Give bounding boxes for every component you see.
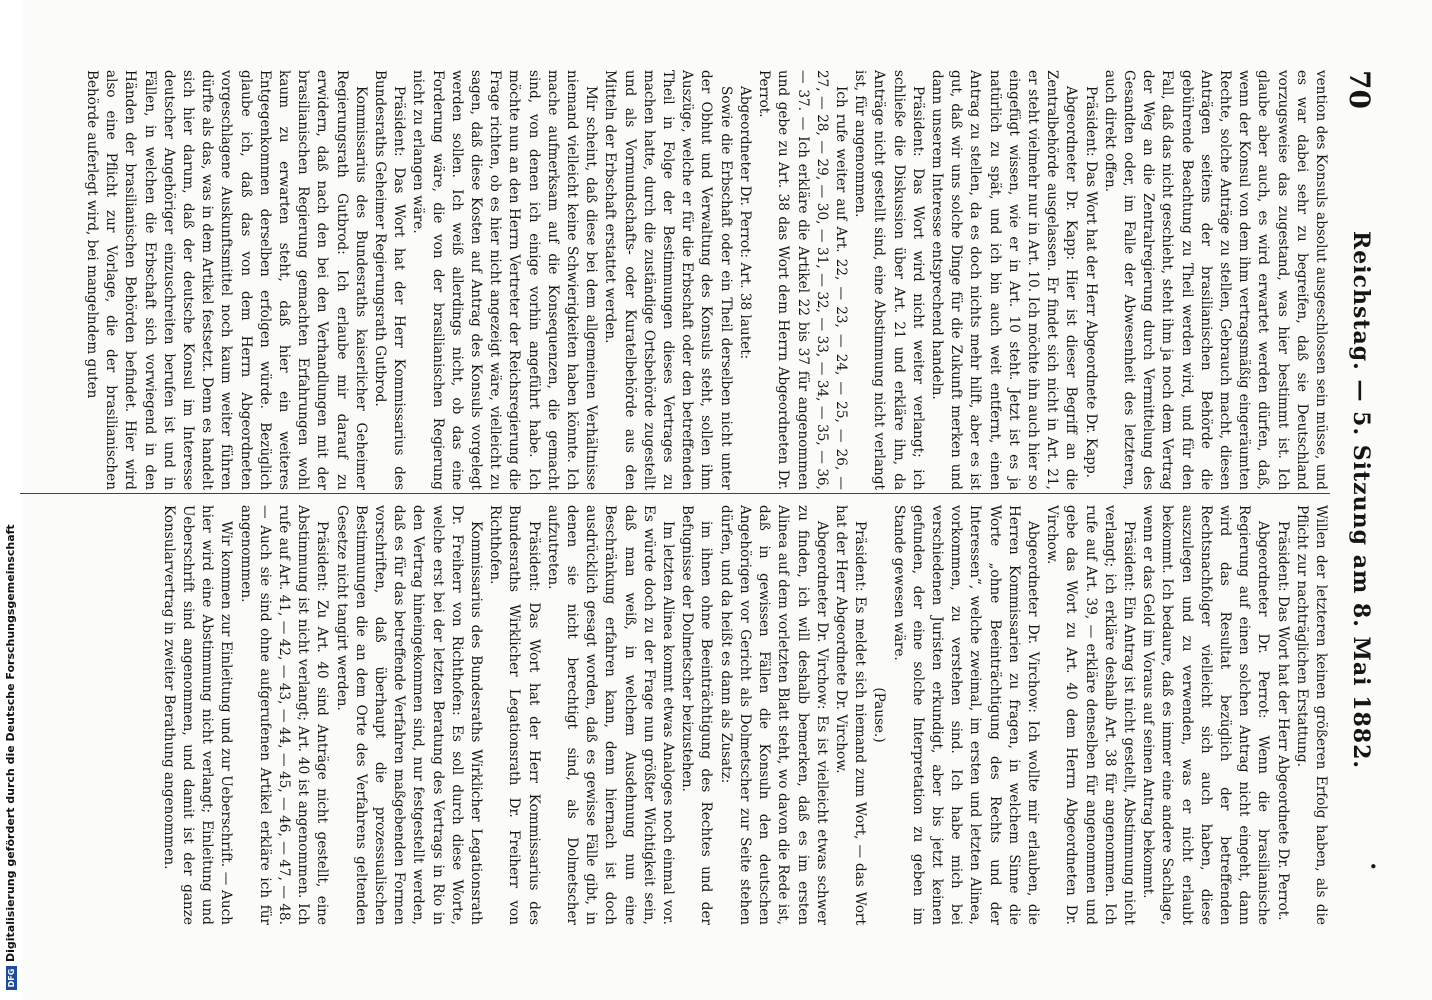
page-header [1342, 70, 1382, 930]
paragraph: Kommissarius des Bundesraths kaiserlicher Geheimer Regierungsrath Gutbrod: Ich erlaube mir darauf zu erwidern, daß nach den bei den Verhandlungen mit der brasilianischen Regierung gemachten Erfahrungen wohl kaum zu erwarten steht, daß hier ein weiteres Entgegenkommen derselben erfolgen würde. Bezüglich glaube ich, daß das von dem Herrn Abgeordneten vorgeschlagene Auskunftsmittel noch kaum weiter führen dürfte als das, was in dem Artikel festsetzt. Denn es handelt sich hier darum, daß der deutsche Konsul im Interesse deutscher Angehöriger einzuschreiten berufen ist und in Fällen, in welchen die Erbschaft sich vorwiegend in den Händen der brasilianischen Behörden befindet. Hier wird also eine Pflicht zur Vorlage, die der brasilianischen Behörde auferlegt wird, bei mangelndem guten [84, 70, 369, 490]
paragraph: (Pause.) [871, 687, 888, 743]
paragraph: Ich rufe weiter auf Art. 22, — 23, — 24, — 25, — 26, — 27, — 28, — 29, — 30, — 31, — 32, — 33, — 34, — 35, — 36, — 37. — Ich erkläre die Artikel 22 bis 37 für angenommen und gebe zu Art. 38 das Wort dem Herrn Abgeordneten Dr. Perrot. [756, 70, 849, 490]
paragraph: Willen der letzteren keinen größeren Erfolg haben, als die Pflicht zur nachträglichen Erstattung. [1293, 505, 1329, 925]
paragraph: Präsident: Das Wort hat der Herr Abgeordnete Dr. Kapp. [1082, 86, 1099, 478]
credit-text: Digitalisierung gefördert durch die Deutsche Forschungsgemeinschaft [4, 524, 17, 962]
paragraph: Präsident: Das Wort wird nicht weiter verlangt; ich schließe die Diskussion über Art. 21 und erkläre ihn, da Anträge nicht gestellt sind, eine Abstimmung nicht verlangt ist, für angenommen. [852, 70, 926, 490]
column-divider [20, 493, 1330, 494]
running-title: Reichstag. — 5. Sitzung am 8. Mai 1882. [1348, 230, 1374, 770]
paragraph: Präsident: Das Wort hat der Herr Kommissarius des Bundesraths Geheimer Regierungsrath Gutbrod. [372, 70, 408, 490]
paragraph: Präsident: Das Wort hat der Herr Abgeordnete Dr. Perrot. [1274, 521, 1291, 921]
ink-dot-icon: • [1366, 862, 1380, 870]
paragraph: Präsident: Ein Antrag ist nicht gestellt, Abstimmung nicht verlangt; ich erkläre deshalb Art. 38 für angenommen. Ich rufe auf Art. 39, — erkläre denselben für angenommen und gebe das Wort zu Art. 40 dem Herrn Abgeordneten Dr. Virchow. [1044, 505, 1137, 925]
paragraph: Im letzten Alinea kommt etwas Analoges noch einmal vor. Es würde doch zu der Frage nun größter Wichtigkeit sein, daß man weiß, in welchem Ausdehnung nun eine Beschränkung erfahren kann, denn hiernach ist doch ausdrücklich gesagt worden, daß es gewisse Fälle gibt, in denen sie nicht berechtigt sind, als Dolmetscher aufzutreten. [544, 505, 677, 925]
right-column [20, 505, 1330, 925]
page-number: 70 [1343, 70, 1376, 109]
paragraph: Sowie die Erbschaft oder ein Theil derselben nicht unter der Obhut und Verwaltung des Konsuls steht, sollen ihm Auszüge, welche er für die Erbschaft oder den betreffenden Theil in Folge der Bestimmungen dieses Vertrages zu machen hatte, durch die zuständige Ortsbehörde zugestellt und als Vormundschafts- oder Kuratelbehörde aus den Mitteln der Erbschaft erstattet werden. [602, 70, 734, 490]
left-column [20, 70, 1330, 490]
paragraph: vention des Konsuls absolut ausgeschlossen sein müsse, und es war dabei sehr zu begreifen, daß sie Deutschland vorzugsweise das zugestand, was hier bestimmt ist. Ich glaube aber auch, es wird erwartet werden dürfen, daß, wenn der Konsul von dem ihm vertragsmäßig eingeräumten Rechte, solche Anträge zu stellen, Gebrauch macht, diesen Anträgen seitens der brasilianischen Behörde die gebührende Beachtung zu Theil werden wird, und für den Fall, daß das nicht geschieht, steht ihm ja noch dem Vertrag der Weg an die Zentralregierung durch Vermittelung des Gesandten oder, im Falle der Abwesenheit des letzteren, auch direkt offen. [1101, 70, 1329, 490]
paragraph: Mir scheint, daß diese bei dem allgemeinen Verhältnisse niemand vielleicht keine Schwierigkeiten haben könnte. Ich mache aufmerksam auf die Konsequenzen, die gemacht sind, von denen ich einige vorhin angeführt habe. Ich möchte nun an den Herrn Vertreter der Reichsregierung die Frage richten, ob es hier nicht angezeigt wäre, vielleicht zu sagen, daß diese Kosten auf Antrag des Konsuls vorgelegt werden sollen. Ich weiß allerdings nicht, ob das eine Forderung wäre, die von der brasilianischen Regierung nicht zu erlangen wäre. [410, 70, 600, 490]
paragraph: Abgeordneter Dr. Kapp: Hier ist dieser Begriff an die Zentralbehörde ausgelassen. Er findet sich nicht in Art. 21, er steht vielmehr nur in Art. 10. Ich möchte ihn auch hier so eingefügt wissen, wie er in Art. 10 steht. Jetzt ist es ja natürlich zu spät, und ich bin auch weit entfernt, einen Antrag zu stellen, da es doch nichts mehr hilft, aber es ist gut, daß wir uns solche Dinge für die Zukunft merken und dann unserem Interesse entsprechend handeln. [928, 70, 1080, 490]
paragraph: Präsident: Zu Art. 40 sind Anträge nicht gestellt, eine Abstimmung ist nicht verlangt; Art. 40 ist angenommen. Ich rufe auf Art. 41, — 42, — 43, — 44, — 45, — 46, — 47, — 48. — Auch sie sind ohne aufgerufenen Artikel erkläre ich für angenommen. [237, 505, 331, 925]
paragraph: im ihnen ohne Beeinträchtigung des Rechtes und der Befugnisse der Dolmetscher beizustehen. [679, 505, 715, 925]
paragraph: Wir kommen zur Einleitung und zur Ueberschrift. — Auch hier wird eine Abstimmung nicht verlangt; Einleitung und Ueberschrift sind angenommen, und damit ist der ganze Konsularvertrag in zweiter Berathung angenommen. [160, 505, 235, 925]
dfg-logo-icon: DFG [6, 966, 17, 990]
paragraph: Präsident: Es meldet sich niemand zum Wort, — das Wort hat der Herr Abgeordnete Dr. Virchow. [832, 505, 869, 925]
paragraph: Abgeordneter Dr. Perrot: Art. 38 lautet: [736, 86, 753, 360]
paragraph: Abgeordneter Dr. Virchow: Ich wollte mir erlauben, die Herren Kommissarien zu fragen, in welchem Sinne die Worte „ohne Beeinträchtigung des Rechts und der Interessen“, welche zweimal, im ersten und letzten Alinea, vorkommen, zu verstehen sind. Ich habe mich bei verschiedenen Juristen erkundigt, aber bis jetzt keinen gefunden, der eine solche Interpretation zu geben im Stande gewesen wäre. [890, 505, 1041, 925]
paragraph: Präsident: Das Wort hat der Herr Kommissarius des Bundesraths Wirklicher Legationsrath Dr. Freiherr von Richthofen. [487, 505, 542, 925]
paragraph: Abgeordneter Dr. Virchow: Es ist vielleicht etwas schwer zu finden, ich will deshalb bemerken, daß es im ersten Alinea auf dem vorletzten Blatt steht, wo davon die Rede ist, daß in gewissen Fällen die Konsuln den deutschen Angehörigen vor Gericht als Dolmetscher zur Seite stehen dürfen, und da heißt es dann als Zusatz: [717, 505, 830, 925]
paragraph: Abgeordneter Dr. Perrot: Wenn die brasilianische Regierung auf einen solchen Antrag nicht eingeht, dann wird das Resultat bezüglich der betreffenden Rechtsnachfolger vielleicht sich auch haben, diese auszulegen und zu verwenden, was er nicht erlaubt bekommt. Ich bedaure, daß es immer eine andere Sachlage, wenn er das Geld im Voraus auf seinen Antrag bekommt. [1140, 505, 1272, 925]
paragraph: Kommissarius des Bundesraths Wirklicher Legationsrath Dr. Freiherr von Richthofen: Es soll durch diese Worte, welche erst bei der letzten Beratung des Vertrags in Rio in den Vertrag hineingekommen sind, nur festgestellt werden, daß es für das betreffende Verfahren maßgebenden Formen vorschriften, daß überhaupt die prozessualischen Bestimmungen die an dem Orte des Verfahrens geltenden Gesetze nicht tangirt werden. [333, 505, 485, 925]
